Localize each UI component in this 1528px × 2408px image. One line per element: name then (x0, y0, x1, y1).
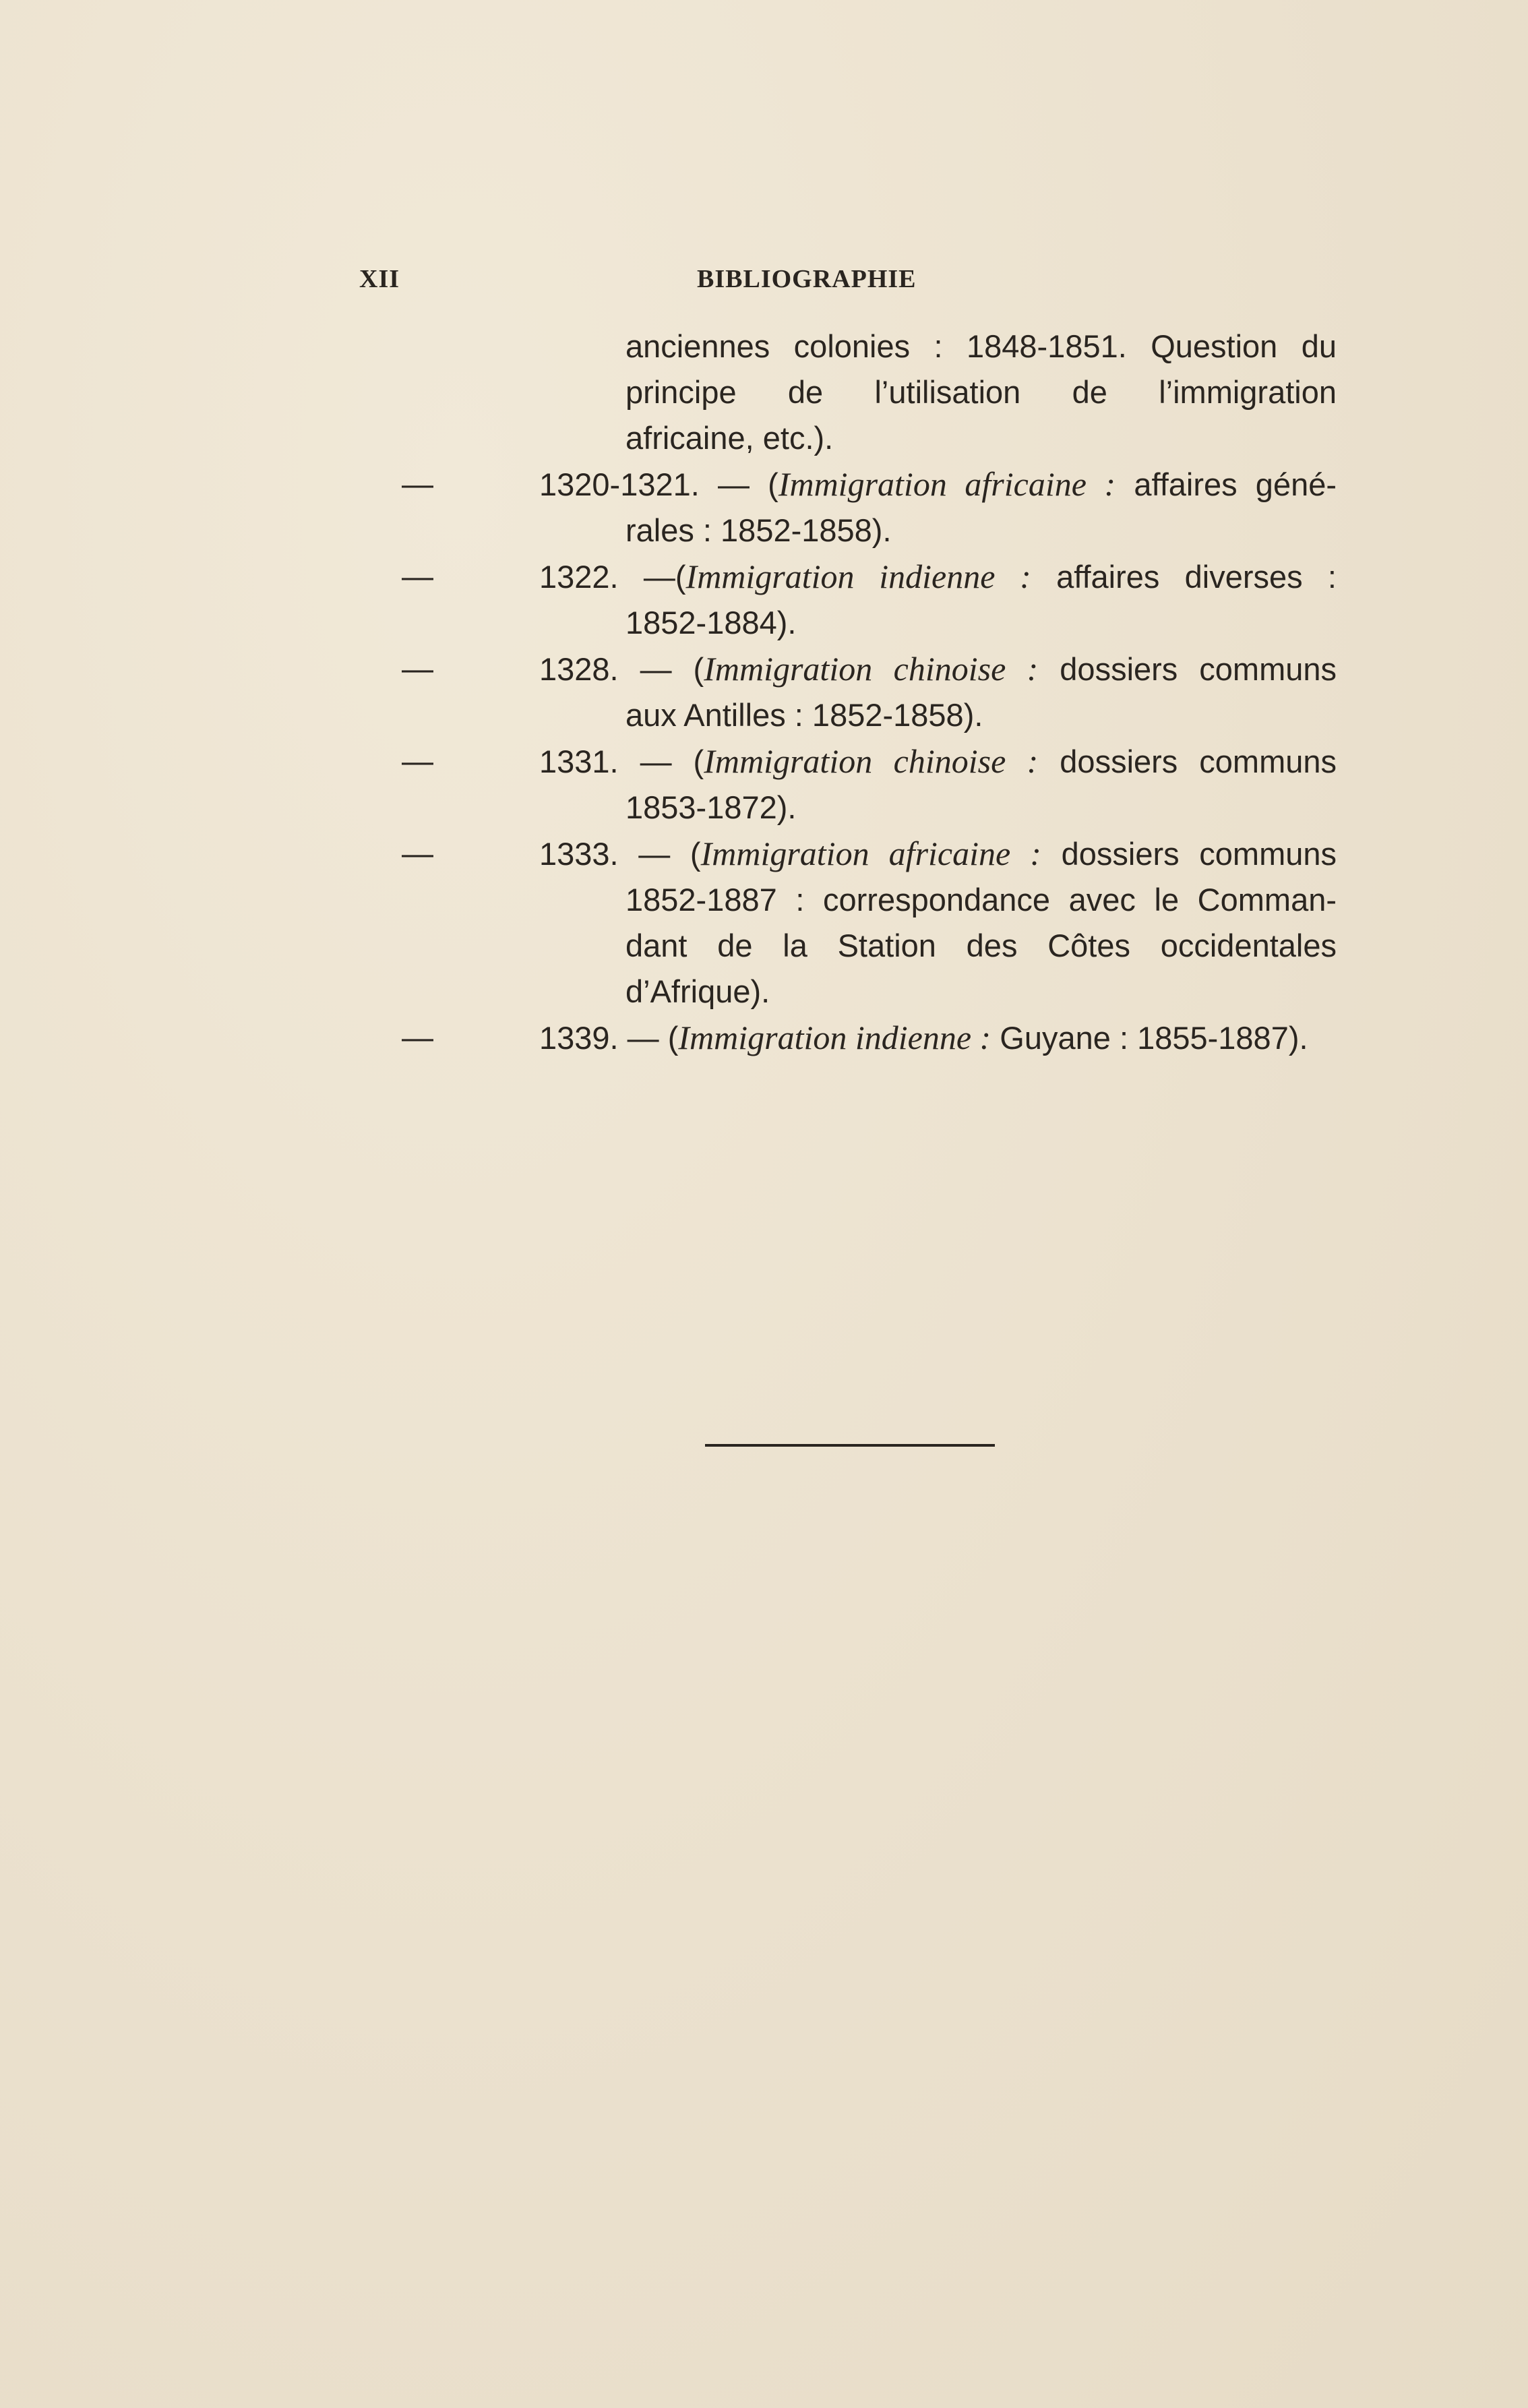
entry-subject: Immigration indienne : (678, 1019, 991, 1056)
entry-dash: — (402, 1019, 433, 1055)
entry-subject: Immigration africaine : (700, 835, 1041, 872)
entry-description: dossiers communs (1038, 744, 1337, 779)
entry-description: Guyane : 1855-1887). (991, 1020, 1308, 1056)
entry-first-line (539, 646, 1337, 692)
entry-first-line (539, 738, 1337, 785)
running-head: BIBLIOGRAPHIE (697, 265, 917, 293)
entry-first-line (539, 1015, 1337, 1061)
entry-dash: — (402, 743, 433, 779)
text-line: 1852-1887 : correspondance avec le Comman- (625, 882, 1337, 917)
entry-subject: Immigration indienne : (685, 558, 1031, 595)
entry-reference: 1339. — ( (539, 1020, 679, 1056)
entry-first-line (539, 553, 1337, 600)
entry-description: dossiers communs (1038, 651, 1337, 687)
text-line: rales : 1852-1858). (625, 512, 892, 548)
text-line: d’Afrique). (625, 973, 770, 1009)
bibliography-entry (0, 553, 1528, 646)
entry-description: dossiers communs (1041, 836, 1337, 872)
entry-dash: — (402, 835, 433, 871)
entry-reference: 1333. — ( (539, 836, 701, 872)
text-line: 1852-1884). (625, 605, 797, 640)
continuation-text (0, 324, 1528, 461)
text-line: 1853-1872). (625, 789, 797, 825)
bibliography-entry (0, 461, 1528, 553)
text-line: africaine, etc.). (625, 420, 834, 456)
entry-reference: 1322. —( (539, 559, 686, 595)
entry-first-line (539, 461, 1337, 508)
text-line: anciennes colonies : 1848-1851. Question du (625, 328, 1337, 364)
entry-reference: 1320-1321. — ( (539, 466, 778, 502)
bibliography-entry (0, 738, 1528, 831)
entry-reference: 1328. — ( (539, 651, 704, 687)
entry-dash: — (402, 558, 433, 594)
bibliography-list (0, 324, 1528, 1061)
text-line: principe de l’utilisation de l’immigration (625, 374, 1337, 410)
page-number: XII (359, 265, 400, 293)
bibliography-entry (0, 646, 1528, 738)
text-line: dant de la Station des Côtes occidentales (625, 928, 1337, 963)
end-rule (705, 1444, 995, 1447)
entry-subject: Immigration chinoise : (704, 650, 1039, 688)
entry-dash: — (402, 466, 433, 502)
entry-description: affaires géné- (1116, 466, 1337, 502)
entry-first-line (539, 831, 1337, 877)
bibliography-entry (0, 831, 1528, 1015)
text-line: aux Antilles : 1852-1858). (625, 697, 983, 733)
entry-subject: Immigration chinoise : (704, 742, 1039, 780)
entry-dash: — (402, 651, 433, 686)
bibliography-entry (0, 1015, 1528, 1061)
entry-subject: Immigration africaine : (778, 465, 1116, 503)
entry-reference: 1331. — ( (539, 744, 704, 779)
entry-description: affaires diverses : (1031, 559, 1337, 595)
